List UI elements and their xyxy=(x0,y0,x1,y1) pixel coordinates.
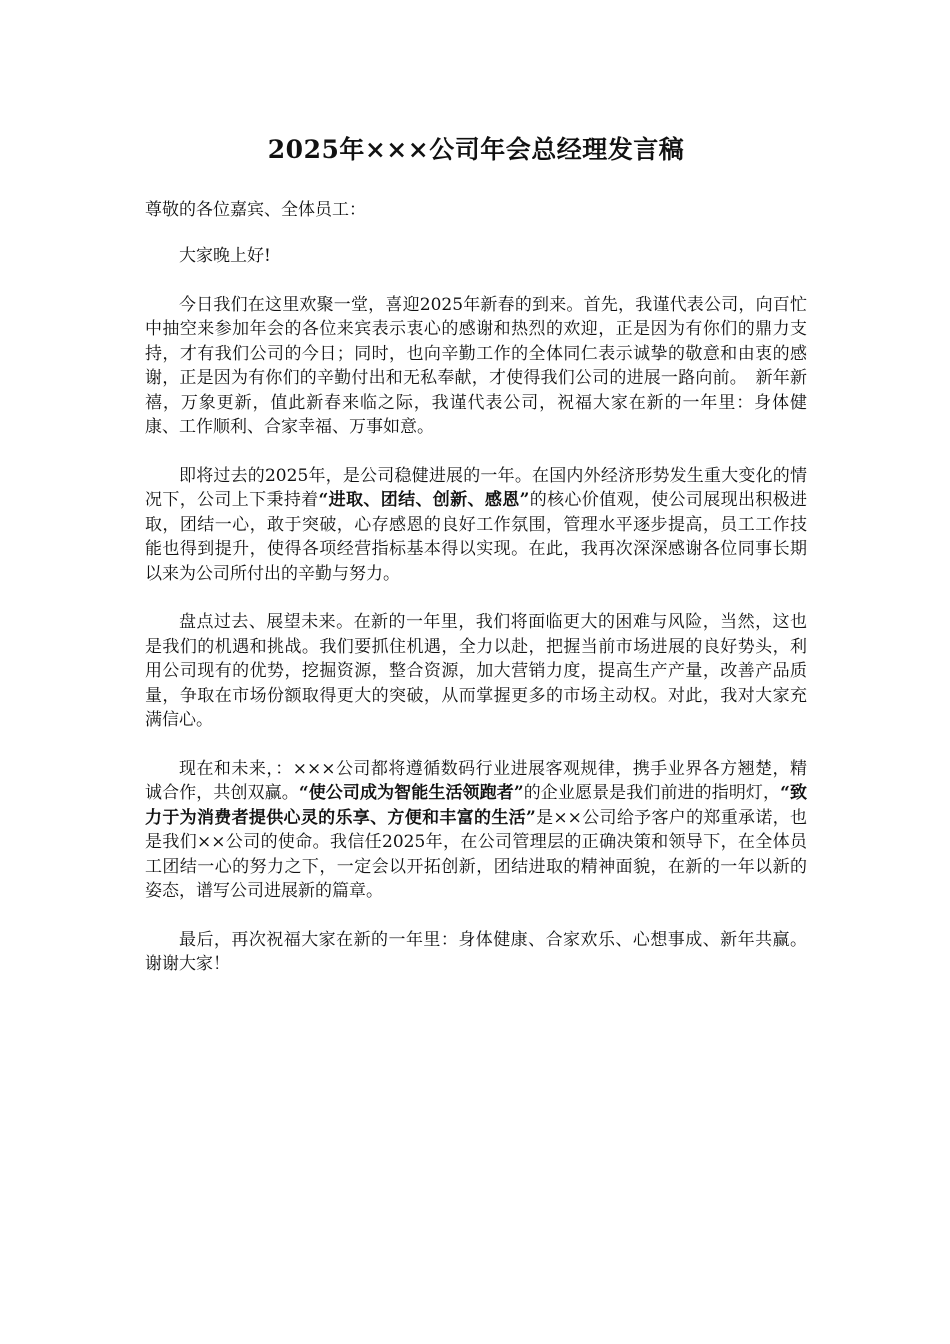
paragraph-opening: 今日我们在这里欢聚一堂，喜迎2025年新春的到来。首先，我谨代表公司，向百忙中抽空来参加年会的各位来宾表示衷心的感谢和热烈的欢迎，正是因为有你们的鼎力支持，才有我们公司的今日；同时，也向辛勤工作的全体同仁表示诚挚的敬意和由衷的感谢，正是因为有你们的辛勤付出和无私奉献，才使得我们公司的进展一路向前。 新年新禧，万象更新，值此新春来临之际，我谨代表公司，祝福大家在新的一年里：身体健康、工作顺利、合家幸福、万事如意。 xyxy=(145,294,807,437)
paragraph-review xyxy=(145,464,807,587)
paragraph-review-text-1: 即将过去的2025年，是公司稳健进展的一年。在国内外经济形势发生重大变化的情况下，公司上下秉持着 xyxy=(145,465,807,510)
vision-highlight: “使公司成为智能生活领跑者” xyxy=(298,783,524,803)
salutation: 尊敬的各位嘉宾、全体员工： xyxy=(145,200,366,220)
document-title: 2025年×××公司年会总经理发言稿 xyxy=(267,135,685,164)
greeting: 大家晚上好! xyxy=(179,246,271,266)
paragraph-outlook: 盘点过去、展望未来。在新的一年里，我们将面临更大的困难与风险，当然，这也是我们的机遇和挑战。我们要抓住机遇，全力以赴，把握当前市场进展的良好势头，利用公司现有的优势，挖掘资源，整合资源，加大营销力度，提高生产产量，改善产品质量，争取在市场份额取得更大的突破，从而掌握更多的市场主动权。对此，我对大家充满信心。 xyxy=(145,612,807,730)
paragraph-vision xyxy=(145,757,807,904)
core-values-highlight: “进取、团结、创新、感恩” xyxy=(318,490,530,510)
paragraph-vision-text-1: 现在和未来，：×××公司都将遵循数码行业进展客观规律，携手业界各方翘楚，精诚合作，共创双赢。 xyxy=(145,758,807,803)
document-page xyxy=(145,132,807,1001)
mission-highlight: “致力于为消费者提供心灵的乐享、方便和丰富的生活” xyxy=(145,783,807,828)
paragraph-vision-text-2: 的企业愿景是我们前进的指明灯， xyxy=(523,783,781,803)
paragraph-closing: 最后，再次祝福大家在新的一年里：身体健康、合家欢乐、心想事成、新年共赢。谢谢大家！ xyxy=(145,929,807,974)
paragraph-vision-text-3: 是××公司给予客户的郑重承诺，也是我们××公司的使命。我信任2025年，在公司管理层的正确决策和领导下，在全体员工团结一心的努力之下，一定会以开拓创新，团结进取的精神面貌，在新的一年以新的姿态，谱写公司进展新的篇章。 xyxy=(145,807,807,901)
paragraph-review-text-2: 的核心价值观，使公司展现出积极进取，团结一心，敢于突破，心存感恩的良好工作氛围，管理水平逐步提高，员工工作技能也得到提升，使得各项经营指标基本得以实现。在此，我再次深深感谢各位同事长期以来为公司所付出的辛勤与努力。 xyxy=(145,490,808,584)
